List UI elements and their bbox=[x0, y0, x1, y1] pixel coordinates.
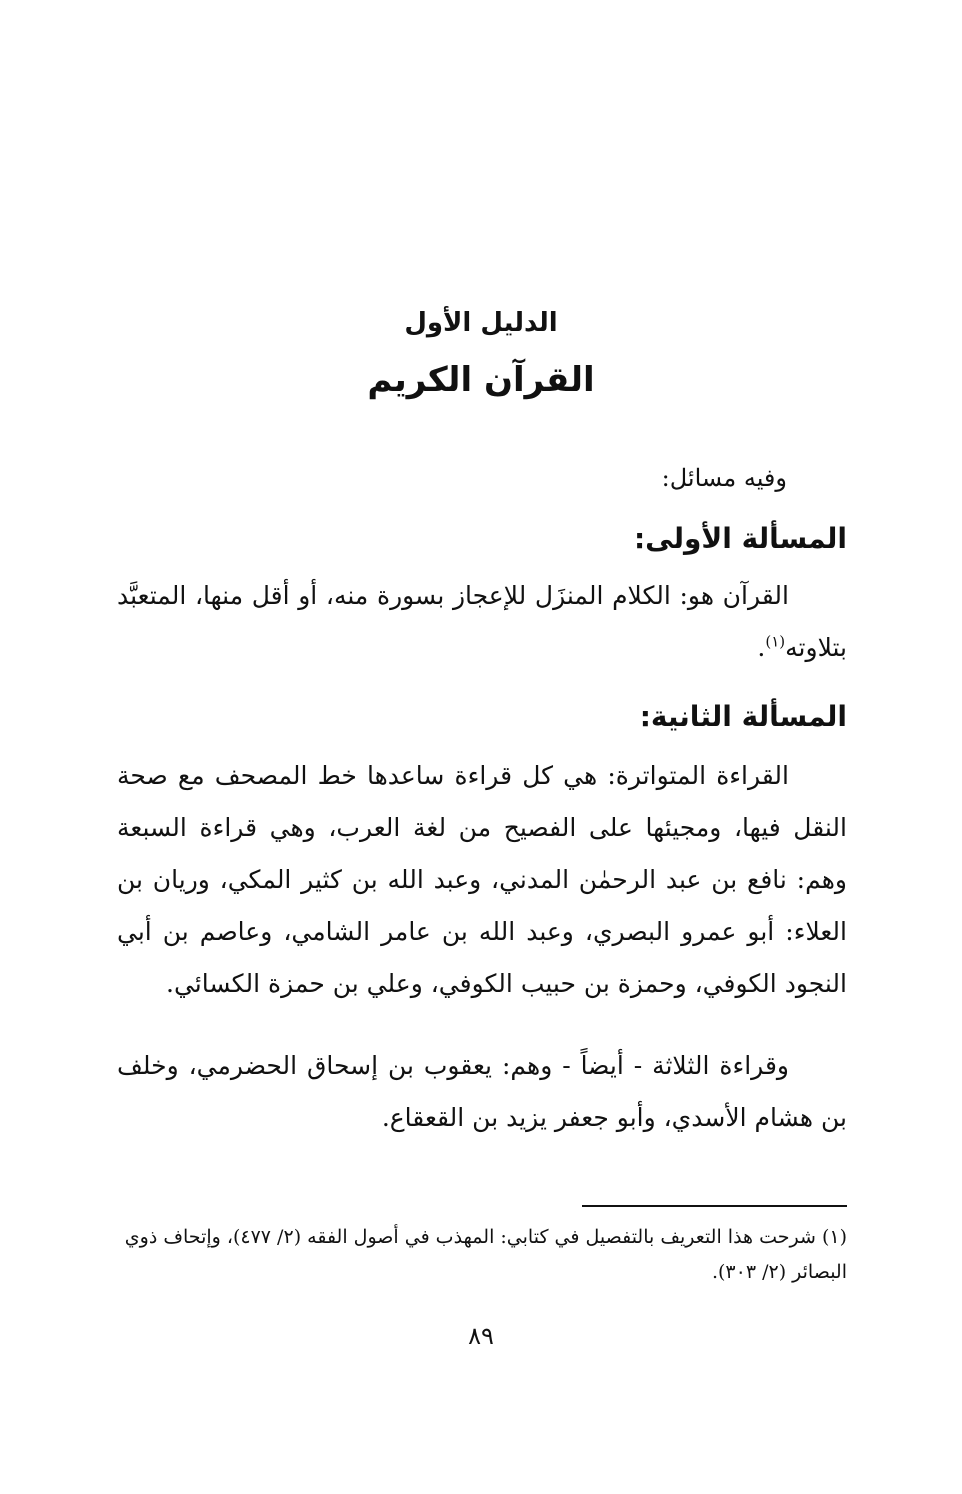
issue-1-text: القرآن هو: الكلام المنزَل للإعجاز بسورة منه، أو أقل منها، المتعبَّد بتلاوته bbox=[117, 581, 847, 662]
issue-1-heading: المسألة الأولى: bbox=[633, 522, 847, 555]
footnote-divider bbox=[582, 1205, 847, 1207]
footnote-marker: (١) bbox=[765, 632, 786, 651]
issue-2-paragraph-1: القراءة المتواترة: هي كل قراءة ساعدها خط المصحف مع صحة النقل فيها، ومجيئها على الفصيح من لغة العرب، وهي قراءة السبعة وهم: نافع بن عبد الرحمٰن المدني، وعبد الله بن كثير المكي، وريان بن العلاء: أبو عمرو البصري، وعبد الله بن عامر الشامي، وعاصم بن أبي النجود الكوفي، وحمزة بن حبيب الكوفي، وعلي بن حمزة الكسائي. bbox=[117, 761, 847, 998]
footnote: (١) شرحت هذا التعريف بالتفصيل في كتابي: المهذب في أصول الفقه (٢/ ٤٧٧)، وإتحاف ذوي البصائر (٢/ ٣٠٣). bbox=[124, 1226, 847, 1283]
issue-2-paragraph-2: وقراءة الثلاثة - أيضاً - وهم: يعقوب بن إسحاق الحضرمي، وخلف بن هشام الأسدي، وأبو جعفر يزيد بن القعقاع. bbox=[117, 1051, 847, 1132]
chapter-title: القرآن الكريم bbox=[367, 360, 595, 400]
intro-text: وفيه مسائل: bbox=[661, 464, 787, 492]
issue-1-text-end: . bbox=[757, 633, 766, 662]
issue-2-heading: المسألة الثانية: bbox=[639, 700, 847, 733]
issue-1-paragraph bbox=[117, 570, 847, 674]
chapter-label: الدليل الأول bbox=[404, 308, 558, 338]
page-number: ٨٩ bbox=[468, 1322, 494, 1350]
